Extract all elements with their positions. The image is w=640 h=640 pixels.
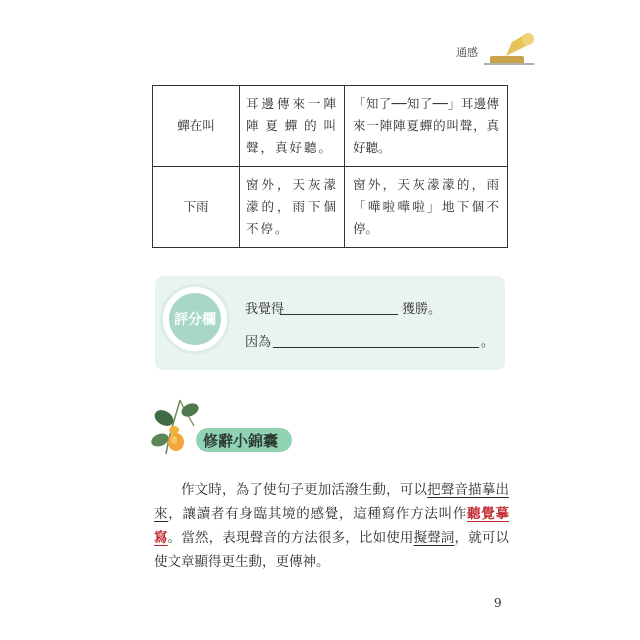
onomatopoeia-sentence: 「知了──知了──」耳邊傳來一陣陣夏蟬的叫聲，真好聽。 — [345, 86, 508, 167]
table-row — [153, 86, 508, 167]
score-badge — [163, 287, 227, 351]
reason-blank[interactable] — [273, 347, 479, 348]
score-suffix-1: 獲勝。 — [402, 302, 442, 317]
section-label: 通感 — [456, 46, 478, 59]
page-number: 9 — [494, 596, 502, 610]
key-term: 聽覺摹寫 — [154, 505, 510, 546]
comparison-table — [152, 85, 508, 248]
gramophone-icon — [482, 30, 542, 66]
score-prompt-1: 我覺得 — [245, 302, 285, 317]
winner-blank[interactable] — [280, 314, 398, 315]
para-underlined: 擬聲詞 — [413, 529, 455, 546]
tips-paragraph — [154, 478, 509, 574]
plain-sentence: 窗外，天灰濛濛的，雨下個不停。 — [240, 167, 345, 248]
score-badge-label: 評分欄 — [174, 312, 216, 328]
table-row — [153, 167, 508, 248]
score-prompt-2: 因為 — [245, 335, 272, 350]
plain-sentence: 耳邊傳來一陣陣夏蟬的叫聲，真好聽。 — [240, 86, 345, 167]
row-topic: 蟬在叫 — [153, 86, 240, 167]
para-text: 。當然，表現聲音的方法很多，比如使用 — [167, 529, 414, 546]
para-underlined: 把聲音描摹出來 — [154, 481, 510, 522]
para-text: 作文時，為了使句子更加活潑生動，可以 — [181, 481, 428, 498]
onomatopoeia-sentence: 窗外，天灰濛濛的，雨「嘩啦嘩啦」地下個不停。 — [345, 167, 508, 248]
score-panel — [155, 276, 505, 370]
para-text: ，就可以使文章顯得更生動，更傳神。 — [154, 529, 510, 570]
score-suffix-2: 。 — [481, 335, 495, 350]
tips-title: 修辭小錦囊 — [203, 432, 279, 450]
para-text: ，讓讀者有身臨其境的感覺，這種寫作方法叫作 — [168, 505, 468, 522]
row-topic: 下雨 — [153, 167, 240, 248]
section-header — [452, 30, 572, 70]
